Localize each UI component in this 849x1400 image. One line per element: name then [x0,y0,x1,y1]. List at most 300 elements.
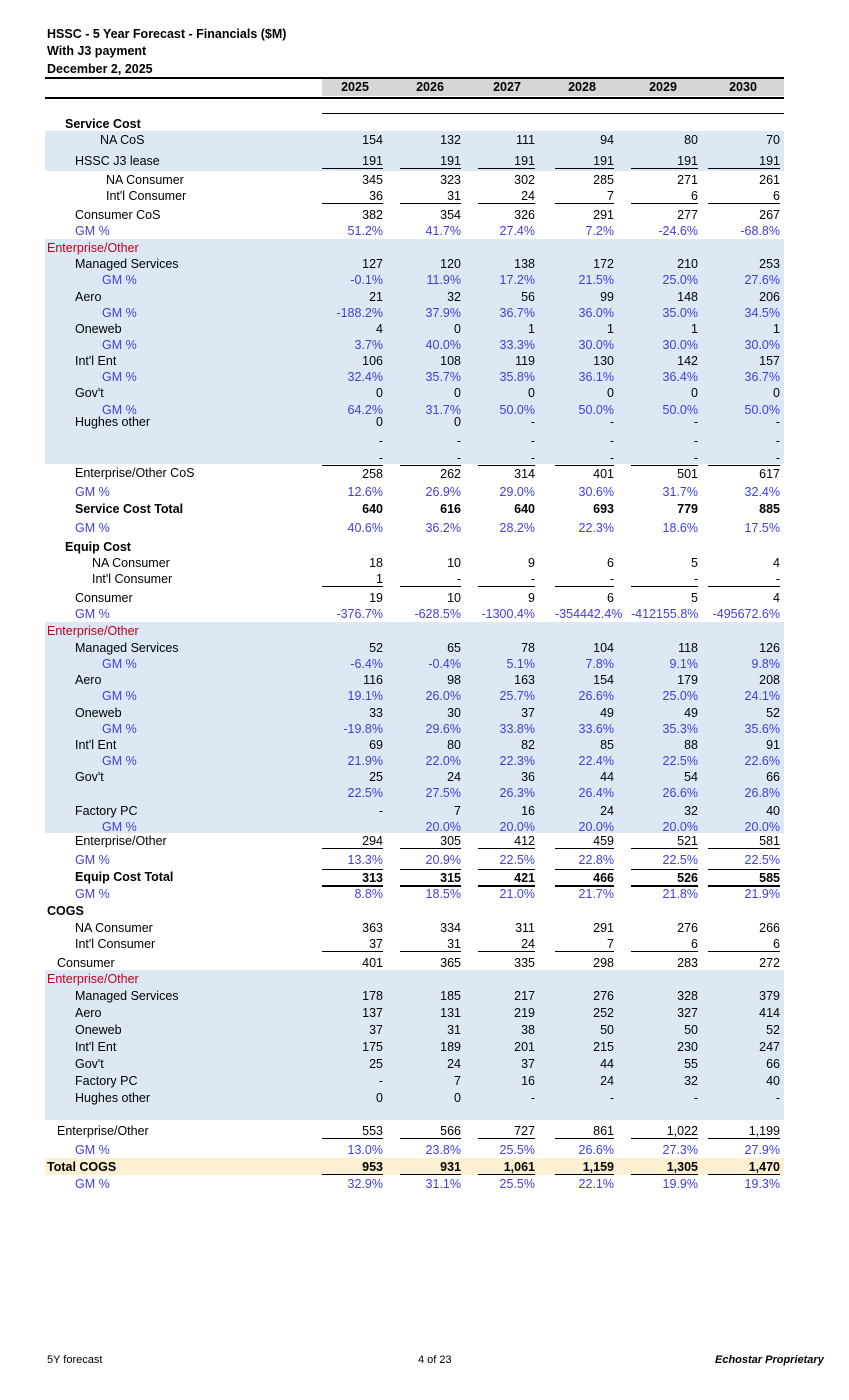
row-label: Service Cost [65,117,141,131]
cell-2028: 21.7% [578,887,614,901]
cell-2030: 34.5% [744,306,780,320]
table-row [45,305,784,321]
cell-2025: 33 [369,706,383,720]
row-label: Aero [75,1006,102,1020]
cell-2030: 885 [759,502,780,516]
cell-2028: - [609,451,614,465]
cell-2027: 37 [521,1057,535,1071]
cell-2029: 526 [631,869,698,887]
cell-2026: 31 [400,936,461,952]
row-label: GM % [102,657,137,671]
row-label: GM % [102,403,137,417]
cell-2030: 40 [766,804,780,818]
cell-2029: 521 [631,833,698,849]
row-label: GM % [102,338,137,352]
cell-2026: 22.0% [425,754,461,768]
cell-2025: 953 [322,1159,383,1175]
table-row [45,955,784,971]
cell-2029: 54 [684,770,698,784]
cell-2027: 29.0% [499,485,535,499]
cell-2025: 116 [363,673,383,687]
cell-2029: 230 [677,1040,698,1054]
cell-2025: 37 [322,936,383,952]
cell-2030: 52 [766,1023,780,1037]
cell-2030: - [775,434,780,448]
table-row [45,172,784,188]
row-label: GM % [102,722,137,736]
row-label: GM % [75,521,110,535]
row-label: Equip Cost [65,540,131,554]
row-label: Int'l Ent [75,738,117,752]
table-row [45,737,784,753]
cell-2026: 31 [447,1023,461,1037]
cell-2028: 94 [600,133,614,147]
cell-2027: 1,061 [478,1159,535,1175]
cell-2025: -188.2% [336,306,383,320]
cell-2028: 0 [607,386,614,400]
cell-2026: -628.5% [414,607,461,621]
table-row [45,769,784,785]
cell-2026: 185 [440,989,461,1003]
cell-2027: 24 [478,936,535,952]
cell-2026: 36.2% [425,521,461,535]
cell-2028: 291 [593,208,614,222]
cell-2026: 32 [447,290,461,304]
row-label: COGS [47,904,84,918]
table-row [45,971,784,987]
row-label: Int'l Ent [75,1040,117,1054]
cell-2026: 616 [440,502,461,516]
cell-2025: 345 [362,173,383,187]
cell-2029: 327 [677,1006,698,1020]
cell-2027: 138 [514,257,535,271]
row-label: Consumer CoS [75,208,161,222]
year-2030: 2030 [729,80,757,94]
table-row [45,869,784,885]
cell-2025: 12.6% [347,485,383,499]
cell-2028: 285 [593,173,614,187]
cell-2025: -19.8% [343,722,383,736]
cell-2025: 3.7% [354,338,383,352]
row-label: Enterprise/Other [47,972,139,986]
cell-2030: 27.9% [744,1143,780,1157]
table-row [45,501,784,517]
table-row [45,153,784,169]
cell-2029: 19.9% [662,1177,698,1191]
row-label: GM % [75,607,110,621]
cell-2027: 25.5% [499,1177,535,1191]
row-label: Managed Services [75,641,179,655]
cell-2030: 1,199 [708,1123,780,1139]
cell-2027: 21.0% [499,887,535,901]
cell-2029: 50.0% [662,403,698,417]
row-label: NA Consumer [75,921,153,935]
cell-2025: 51.2% [347,224,383,238]
cell-2027: - [530,434,535,448]
cell-2028: 191 [555,153,614,169]
cell-2028: 26.4% [578,786,614,800]
cell-2030: 208 [759,673,780,687]
table-row [45,207,784,223]
row-label: Managed Services [75,257,179,271]
cell-2026: - [456,451,461,465]
cell-2027: 78 [521,641,535,655]
cell-2027: 191 [478,153,535,169]
cell-2027: 302 [514,173,535,187]
table-row [45,450,784,466]
row-label: GM % [75,1177,110,1191]
cell-2025: 52 [369,641,383,655]
table-row [45,256,784,272]
row-label: Oneweb [75,706,122,720]
table-row [45,539,784,555]
cell-2028: 693 [593,502,614,516]
cell-2028: 291 [593,921,614,935]
cell-2030: 266 [759,921,780,935]
row-label: GM % [75,224,110,238]
cell-2029: 191 [631,153,698,169]
cell-2028: 154 [593,673,614,687]
cell-2029: 6 [631,188,698,204]
row-label: NA Consumer [106,173,184,187]
cell-2027: 16 [521,1074,535,1088]
table-row [45,321,784,337]
cell-2030: 22.6% [744,754,780,768]
row-label: Service Cost Total [75,502,184,516]
cell-2027: 33.3% [499,338,535,352]
cell-2025: 313 [322,869,383,887]
cell-2029: 25.0% [662,273,698,287]
table-row [45,803,784,819]
cell-2030: - [775,451,780,465]
cell-2030: 1,470 [708,1159,780,1175]
cell-2026: 80 [447,738,461,752]
cell-2028: - [609,415,614,429]
table-row [45,656,784,672]
row-label: GM % [102,820,137,834]
cell-2025: - [378,1074,383,1088]
cell-2026: 24 [447,770,461,784]
header-underline [45,97,784,99]
cell-2030: 26.8% [744,786,780,800]
row-label: GM % [102,370,137,384]
cell-2026: 41.7% [425,224,461,238]
cell-2028: 44 [600,770,614,784]
cell-2027: 412 [478,833,535,849]
cell-2029: 21.8% [662,887,698,901]
cell-2026: 191 [400,153,461,169]
cell-2029: 50 [684,1023,698,1037]
cell-2027: -1300.4% [481,607,535,621]
cell-2030: 247 [759,1040,780,1054]
cell-2030: 617 [708,465,780,481]
cell-2027: - [530,451,535,465]
table-row [45,1073,784,1089]
cell-2028: 1,159 [555,1159,614,1175]
cell-2029: 31.7% [662,485,698,499]
cell-2029: 0 [691,386,698,400]
footer-left: 5Y forecast [47,1354,103,1366]
cell-2027: 24 [478,188,535,204]
cell-2025: 175 [362,1040,383,1054]
cell-2027: 33.8% [499,722,535,736]
cell-2027: 22.3% [499,754,535,768]
table-row [45,1056,784,1072]
row-label: Enterprise/Other [57,1124,149,1138]
cell-2026: 365 [440,956,461,970]
cell-2030: 66 [766,1057,780,1071]
cell-2028: 252 [593,1006,614,1020]
cell-2030: 27.6% [744,273,780,287]
cell-2028: 85 [600,738,614,752]
table-row [45,936,784,952]
cell-2030: 585 [708,869,780,887]
cell-2029: 32 [684,1074,698,1088]
cell-2029: 276 [677,921,698,935]
row-label: GM % [75,887,110,901]
cell-2030: 22.5% [744,853,780,867]
cell-2025: 382 [362,208,383,222]
cell-2029: 283 [677,956,698,970]
cell-2028: 215 [593,1040,614,1054]
cell-2030: 24.1% [744,689,780,703]
cell-2029: 18.6% [662,521,698,535]
cell-2027: - [478,571,535,587]
cell-2026: 18.5% [425,887,461,901]
row-label: GM % [102,273,137,287]
cell-2025: 4 [376,322,383,336]
cell-2025: 40.6% [347,521,383,535]
row-label: Consumer [57,956,115,970]
row-label: Enterprise/Other [75,834,167,848]
cell-2027: 36.7% [499,306,535,320]
cell-2028: 30.6% [578,485,614,499]
year-2025: 2025 [341,80,369,94]
table-row [45,753,784,769]
cell-2028: 172 [593,257,614,271]
cell-2026: 0 [454,1091,461,1105]
row-label: NA CoS [100,133,145,147]
cell-2026: 7 [454,804,461,818]
cell-2028: 44 [600,1057,614,1071]
cell-2029: 9.1% [669,657,698,671]
row-label: Int'l Consumer [106,189,187,203]
cell-2025: 1 [322,571,383,587]
cell-2030: 191 [708,153,780,169]
table-row [45,272,784,288]
cell-2026: 23.8% [425,1143,461,1157]
cell-2025: 22.5% [347,786,383,800]
cell-2030: -495672.6% [712,607,780,621]
cell-2030: 30.0% [744,338,780,352]
cell-2030: - [708,571,780,587]
report-title: HSSC - 5 Year Forecast - Financials ($M) [47,27,287,41]
cell-2025: 19 [369,591,383,605]
cell-2027: 25.5% [499,1143,535,1157]
row-label: Int'l Consumer [75,937,156,951]
cell-2026: 931 [400,1159,461,1175]
report-date: December 2, 2025 [47,62,153,76]
cell-2029: 49 [684,706,698,720]
table-row [45,369,784,385]
cell-2026: 37.9% [425,306,461,320]
cell-2026: 10 [447,556,461,570]
row-label: Enterprise/Other [47,241,139,255]
cell-2026: 98 [447,673,461,687]
cell-2029: 1 [691,322,698,336]
cell-2027: 82 [521,738,535,752]
row-label: GM % [102,306,137,320]
table-row [45,590,784,606]
cell-2030: 19.3% [744,1177,780,1191]
cell-2025: 13.3% [347,853,383,867]
cell-2026: 305 [400,833,461,849]
table-row [45,606,784,622]
cell-2026: 40.0% [425,338,461,352]
table-row [45,1039,784,1055]
row-label: Equip Cost Total [75,870,174,884]
table-row [45,385,784,401]
cell-2030: 50.0% [744,403,780,417]
cell-2025: 8.8% [354,887,383,901]
table-row [45,1176,784,1192]
cell-2026: 10 [447,591,461,605]
row-label: HSSC J3 lease [75,154,160,168]
table-row [45,1022,784,1038]
cell-2030: 1 [773,322,780,336]
cell-2027: 16 [521,804,535,818]
table-row [45,1123,784,1139]
cell-2029: 271 [677,173,698,187]
cell-2027: 311 [515,921,535,935]
cell-2026: 30 [447,706,461,720]
cell-2029: 179 [677,673,698,687]
cell-2030: 6 [708,188,780,204]
cell-2027: 111 [515,133,535,147]
cell-2025: 37 [369,1023,383,1037]
cell-2027: 56 [521,290,535,304]
cell-2027: 27.4% [499,224,535,238]
table-row [45,571,784,587]
cell-2030: 6 [708,936,780,952]
row-label: Consumer [75,591,133,605]
cell-2027: 9 [528,556,535,570]
cell-2029: 80 [684,133,698,147]
cell-2026: 26.0% [425,689,461,703]
cell-2030: 267 [759,208,780,222]
cell-2028: 7.8% [585,657,614,671]
table-row [45,555,784,571]
cell-2027: - [530,1091,535,1105]
table-row [45,1159,784,1175]
cell-2025: 18 [369,556,383,570]
cell-2026: 566 [400,1123,461,1139]
cell-2025: 36 [322,188,383,204]
table-row [45,414,784,430]
table-row [45,852,784,868]
cell-2028: 50.0% [578,403,614,417]
report-subtitle: With J3 payment [47,44,147,58]
cell-2027: 37 [521,706,535,720]
cell-2029: 277 [677,208,698,222]
cell-2028: 21.5% [578,273,614,287]
cell-2030: - [775,415,780,429]
table-row [45,833,784,849]
cell-2028: 22.1% [578,1177,614,1191]
cell-2029: 501 [631,465,698,481]
cell-2029: 25.0% [662,689,698,703]
row-label: Int'l Ent [75,354,117,368]
table-row [45,785,784,801]
cell-2027: 28.2% [499,521,535,535]
cell-2030: 261 [759,173,780,187]
cell-2025: - [378,804,383,818]
cell-2029: 22.5% [662,754,698,768]
cell-2028: 26.6% [578,1143,614,1157]
cell-2030: 91 [766,738,780,752]
row-label: Gov't [75,1057,104,1071]
year-2026: 2026 [416,80,444,94]
row-label: Hughes other [75,415,151,429]
cell-2025: 553 [322,1123,383,1139]
cell-2025: 258 [322,465,383,481]
row-label: GM % [75,853,110,867]
cell-2030: 40 [766,1074,780,1088]
row-label: Gov't [75,386,104,400]
cell-2026: 354 [440,208,461,222]
row-label: Oneweb [75,322,122,336]
cell-2028: - [609,434,614,448]
year-2029: 2029 [649,80,677,94]
cell-2029: 779 [677,502,698,516]
table-row [45,1090,784,1106]
row-label: GM % [75,485,110,499]
cell-2027: 217 [514,989,535,1003]
cell-2027: 335 [514,956,535,970]
cell-2028: 22.4% [578,754,614,768]
table-row [45,886,784,902]
cell-2030: 379 [759,989,780,1003]
cell-2026: 11.9% [426,273,461,287]
cell-2029: -24.6% [658,224,698,238]
row-label: Gov't [75,770,104,784]
table-row [45,289,784,305]
cell-2030: 4 [773,591,780,605]
cell-2029: 6 [631,936,698,952]
row-label: Enterprise/Other CoS [75,466,195,480]
cell-2029: 27.3% [662,1143,698,1157]
cell-2028: 26.6% [578,689,614,703]
table-row [45,705,784,721]
cell-2025: 25 [369,1057,383,1071]
cell-2025: 32.9% [347,1177,383,1191]
cell-2027: 17.2% [499,273,535,287]
cell-2025: 191 [322,153,383,169]
cell-2030: 66 [766,770,780,784]
table-row [45,640,784,656]
table-row [45,132,784,148]
table-row [45,337,784,353]
cell-2028: - [555,571,614,587]
table-row [45,672,784,688]
cell-2029: 36.4% [662,370,698,384]
cell-2026: - [400,571,461,587]
cell-2030: 206 [759,290,780,304]
table-row [45,688,784,704]
cell-2025: 640 [362,502,383,516]
cell-2025: 19.1% [347,689,383,703]
cell-2029: 26.6% [662,786,698,800]
